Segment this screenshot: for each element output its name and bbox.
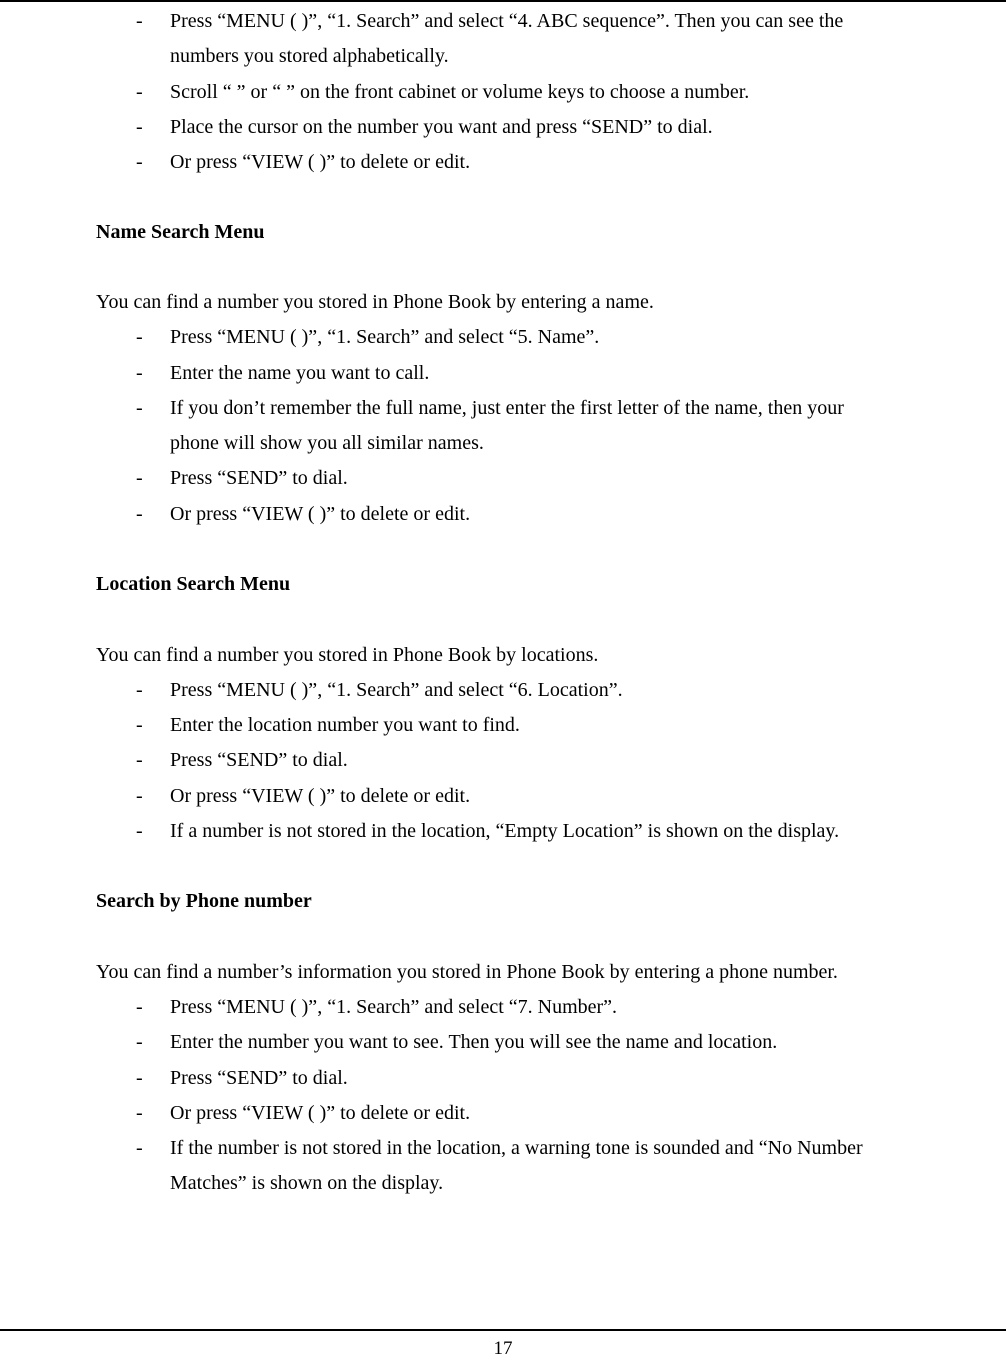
section-heading: Location Search Menu — [96, 573, 291, 595]
list-item-text: Press “MENU ( )”, “1. Search” and select “6. Location”. — [170, 679, 623, 701]
list-item-text: Or press “VIEW ( )” to delete or edit. — [170, 785, 471, 807]
list-item-text: Place the cursor on the number you want and press “SEND” to dial. — [170, 116, 713, 138]
list-item-text: Enter the name you want to call. — [170, 362, 430, 384]
bullet-dash: - — [136, 1067, 143, 1089]
bullet-dash: - — [136, 467, 143, 489]
bullet-dash: - — [136, 820, 143, 842]
bullet-dash: - — [136, 1137, 143, 1159]
top-rule — [0, 0, 1006, 2]
bullet-dash: - — [136, 116, 143, 138]
section-heading: Name Search Menu — [96, 221, 265, 243]
list-item-text: If the number is not stored in the location, a warning tone is sounded and “No Number — [170, 1137, 863, 1159]
list-item-text: Or press “VIEW ( )” to delete or edit. — [170, 1102, 471, 1124]
list-item-text: Press “SEND” to dial. — [170, 749, 348, 771]
list-item-text: Enter the number you want to see. Then you will see the name and location. — [170, 1031, 778, 1053]
list-item-text: numbers you stored alphabetically. — [170, 45, 449, 67]
list-item-text: Matches” is shown on the display. — [170, 1172, 444, 1194]
bullet-dash: - — [136, 714, 143, 736]
bullet-dash: - — [136, 749, 143, 771]
list-item-text: If a number is not stored in the location, “Empty Location” is shown on the display. — [170, 820, 840, 842]
bullet-dash: - — [136, 503, 143, 525]
list-item-text: Press “SEND” to dial. — [170, 467, 348, 489]
bullet-dash: - — [136, 1031, 143, 1053]
section-intro: You can find a number you stored in Phone Book by locations. — [96, 644, 599, 666]
bullet-dash: - — [136, 151, 143, 173]
list-item-text: Press “SEND” to dial. — [170, 1067, 348, 1089]
list-item-text: Enter the location number you want to find. — [170, 714, 520, 736]
list-item-text: Scroll “ ” or “ ” on the front cabinet or volume keys to choose a number. — [170, 81, 750, 103]
bullet-dash: - — [136, 996, 143, 1018]
list-item-text: Or press “VIEW ( )” to delete or edit. — [170, 151, 471, 173]
list-item-text: Press “MENU ( )”, “1. Search” and select “4. ABC sequence”. Then you can see the — [170, 10, 844, 32]
list-item-text: Or press “VIEW ( )” to delete or edit. — [170, 503, 471, 525]
bullet-dash: - — [136, 326, 143, 348]
list-item-text: Press “MENU ( )”, “1. Search” and select “5. Name”. — [170, 326, 600, 348]
bullet-dash: - — [136, 679, 143, 701]
footer-rule — [0, 1329, 1006, 1331]
page-number: 17 — [493, 1338, 513, 1359]
section-intro: You can find a number’s information you stored in Phone Book by entering a phone number. — [96, 961, 838, 983]
section-intro: You can find a number you stored in Phone Book by entering a name. — [96, 291, 654, 313]
bullet-dash: - — [136, 362, 143, 384]
section-heading: Search by Phone number — [96, 890, 312, 912]
list-item-text: phone will show you all similar names. — [170, 432, 484, 454]
list-item-text: If you don’t remember the full name, just enter the first letter of the name, then your — [170, 397, 844, 419]
bullet-dash: - — [136, 1102, 143, 1124]
bullet-dash: - — [136, 10, 143, 32]
bullet-dash: - — [136, 81, 143, 103]
bullet-dash: - — [136, 785, 143, 807]
bullet-dash: - — [136, 397, 143, 419]
list-item-text: Press “MENU ( )”, “1. Search” and select “7. Number”. — [170, 996, 618, 1018]
